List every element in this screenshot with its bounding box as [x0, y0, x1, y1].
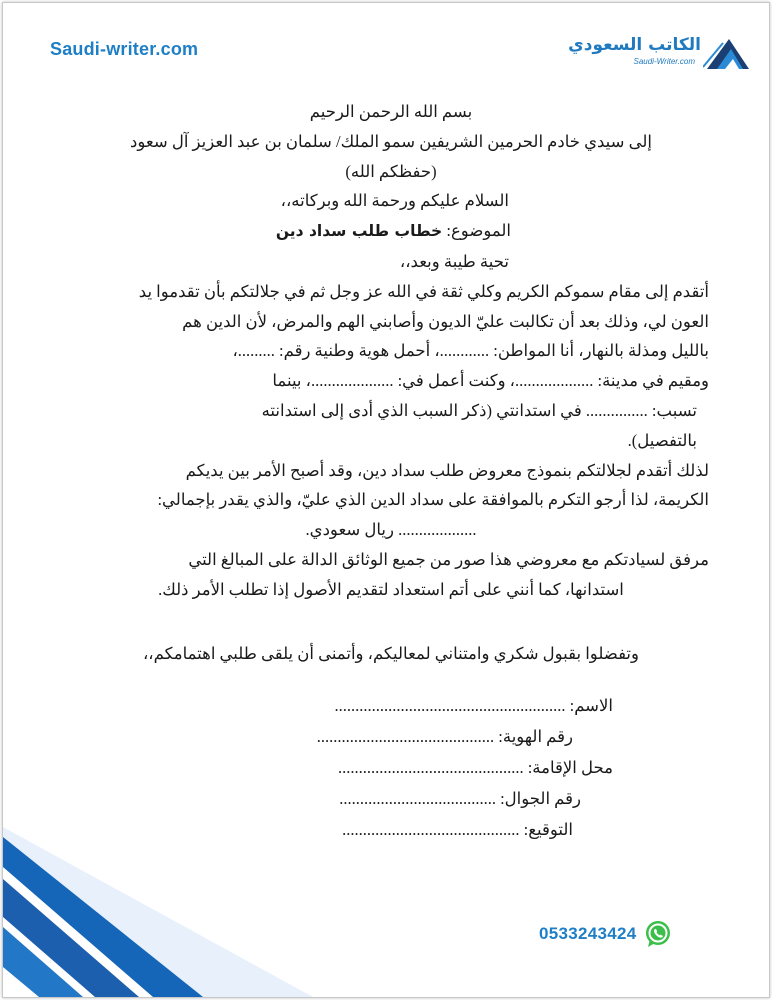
request-line: لذلك أتقدم لجلالتكم بنموذج معروض طلب سداد دين، وقد أصبح الأمر بين يديكم	[185, 460, 709, 480]
field-label: رقم الهوية:	[498, 727, 573, 746]
field-dots: ......................................	[339, 789, 496, 808]
field-dots: .............................................	[337, 758, 524, 777]
field-label: محل الإقامة:	[527, 758, 613, 777]
corner-decoration	[3, 827, 313, 997]
field-mobile[interactable]	[153, 783, 613, 814]
brand-logo	[568, 33, 751, 75]
request-line: ................... ريال سعودي.	[305, 520, 477, 540]
body-line: بالليل ومذلة بالنهار، أنا المواطن: ............، أحمل هوية وطنية رقم: .........،	[232, 341, 709, 361]
whatsapp-icon[interactable]	[643, 919, 673, 949]
field-label: الاسم:	[569, 696, 613, 715]
field-label: التوقيع:	[523, 820, 573, 839]
subject-label: الموضوع:	[446, 221, 511, 241]
subject-title: خطاب طلب سداد دين	[275, 222, 443, 241]
phone-number[interactable]: 0533243424	[539, 924, 637, 943]
closing: وتفضلوا بقبول شكري وامتناني لمعاليكم، وأتمنى أن يلقى طلبي اهتمامكم،،	[142, 643, 639, 663]
logo-english-text: Saudi-Writer.com	[633, 57, 695, 66]
logo-arabic-text: الكاتب السعودي	[568, 35, 701, 55]
signature-fields	[153, 690, 613, 845]
field-dots: ........................................................	[334, 696, 566, 715]
contact-row[interactable]	[539, 919, 673, 949]
request-line: الكريمة، لذا أرجو التكرم بالموافقة على سداد الدين الذي عليّ، والذي يقدر بإجمالي:	[157, 490, 709, 510]
greeting: تحية طيبة وبعد،،	[399, 251, 509, 271]
site-url[interactable]: Saudi-writer.com	[50, 39, 199, 59]
body-line: تسبب: ............... في استدانتي (ذكر السبب الذي أدى إلى استدانته	[261, 400, 697, 420]
page-frame	[2, 2, 770, 998]
field-name[interactable]	[153, 690, 613, 721]
blessing: (حفظكم الله)	[345, 161, 437, 181]
subject-line	[73, 216, 709, 247]
field-dots: ...........................................	[342, 820, 520, 839]
body-line: بالتفصيل).	[627, 430, 697, 450]
attachment-line: استدانها، كما أنني على أتم استعداد لتقديم الأصول إذا تطلب الأمر ذلك.	[158, 579, 624, 599]
addressee: إلى سيدي خادم الحرمين الشريفين سمو الملك/ سلمان بن عبد العزيز آل سعود	[130, 131, 652, 151]
body-line: ومقيم في مدينة: ...................، وكنت أعمل في: ....................، بينما	[272, 371, 709, 391]
attachment-line: مرفق لسيادتكم مع معروضي هذا صور من جميع الوثائق الدالة على المبالغ التي	[188, 549, 709, 569]
body-line: أتقدم إلى مقام سموكم الكريم وكلي ثقة في الله عز وجل ثم في جلالتكم بأن تقدموا يد	[138, 281, 709, 301]
basmala: بسم الله الرحمن الرحيم	[309, 102, 473, 121]
salutation: السلام عليكم ورحمة الله وبركاته،،	[280, 191, 509, 211]
field-label: رقم الجوال:	[500, 789, 581, 808]
logo-triangle-icon	[703, 37, 751, 71]
field-id-number[interactable]	[153, 721, 613, 752]
field-residence[interactable]	[153, 752, 613, 783]
field-dots: ...........................................	[316, 727, 495, 746]
body-line: العون لي، وذلك بعد أن تكالبت عليّ الديون وأصابني الهم والمرض، لأن الدين هم	[182, 311, 709, 331]
letter-body	[73, 97, 709, 668]
